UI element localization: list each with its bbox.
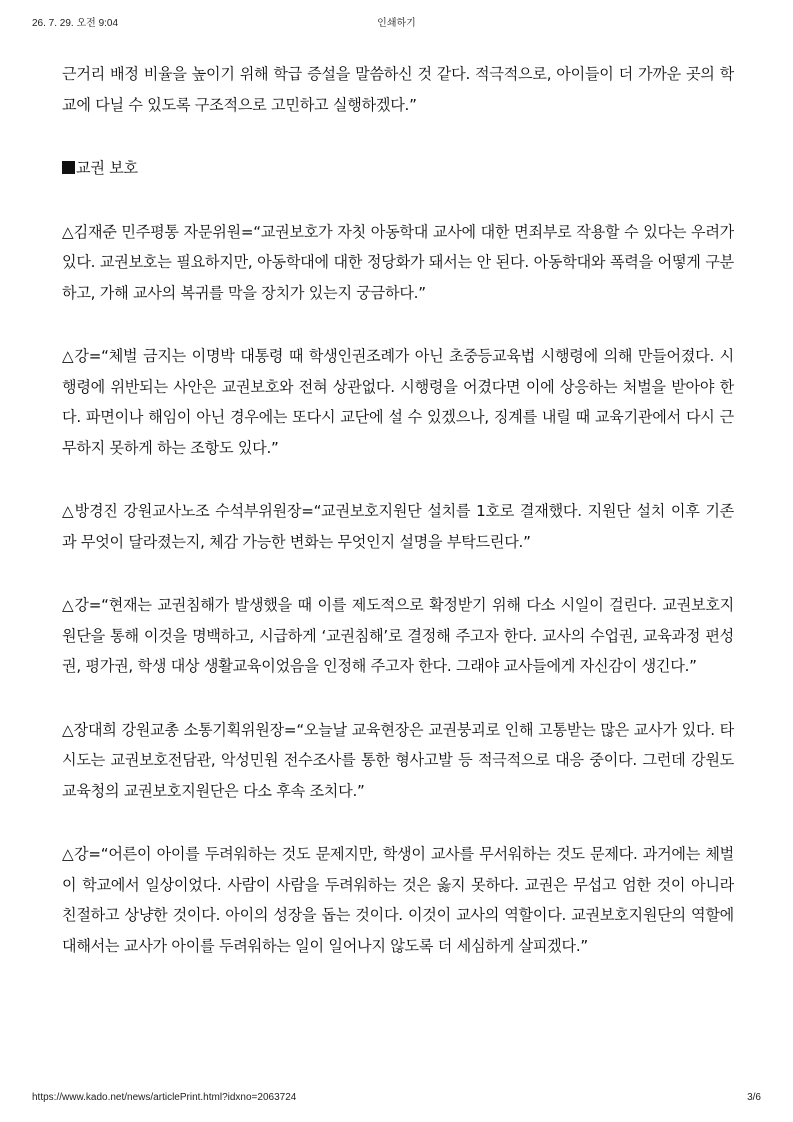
paragraph: △강=“어른이 아이를 두려워하는 것도 문제지만, 학생이 교사를 무서워하는 것도 문제다. 과거에는 체벌이 학교에서 일상이었다. 사람이 사람을 두려워하는 것은 옳지 못하다. 교권은 무섭고 엄한 것이 아니라 친절하고 상냥한 것이다. 아이의 성장을 돕는 것이다. 이것이 교사의 역할이다. 교권보호지원단의 역할에 대해서는 교사가 아이를 두려워하는 일이 일어나지 않도록 더 세심하게 살피겠다.” <box>62 845 734 955</box>
section-heading-text: 교권 보호 <box>76 159 138 177</box>
black-square-icon <box>62 161 75 174</box>
paragraph: △강=“현재는 교권침해가 발생했을 때 이를 제도적으로 확정받기 위해 다소 시일이 걸린다. 교권보호지원단을 통해 이것을 명백하고, 시급하게 ‘교권침해’로 결정해 주고자 한다. 교사의 수업권, 교육과정 편성권, 평가권, 학생 대상 생활교육이었음을 인정해 주고자 한다. 그래야 교사들에게 자신감이 생긴다.” <box>62 596 734 675</box>
page-number: 3/6 <box>747 1092 761 1103</box>
paragraph: △김재준 민주평통 자문위원=“교권보호가 자칫 아동학대 교사에 대한 면죄부로 작용할 수 있다는 우려가 있다. 교권보호는 필요하지만, 아동학대에 대한 정당화가 돼서는 안 된다. 아동학대와 폭력을 어떻게 구분하고, 가해 교사의 복귀를 막을 장치가 있는지 궁금하다.” <box>62 222 734 302</box>
paragraph: △강=“체벌 금지는 이명박 대통령 때 학생인권조례가 아닌 초중등교육법 시행령에 의해 만들어졌다. 시행령에 위반되는 사안은 교권보호와 전혀 상관없다. 시행령을 어겼다면 이에 상응하는 처벌을 받아야 한다. 파면이나 해임이 아닌 경우에는 또다시 교단에 설 수 있겠으나, 징계를 내릴 때 교육기관에서 다시 근무하지 못하게 하는 조항도 있다.” <box>62 347 734 457</box>
print-datetime: 26. 7. 29. 오전 9:04 <box>32 18 119 29</box>
print-title: 인쇄하기 <box>377 18 416 29</box>
article-body <box>62 59 734 994</box>
paragraph: 근거리 배정 비율을 높이기 위해 학급 증설을 말씀하신 것 같다. 적극적으로, 아이들이 더 가까운 곳의 학교에 다닐 수 있도록 구조적으로 고민하고 실행하겠다.” <box>62 65 734 114</box>
page-url: https://www.kado.net/news/articlePrint.html?idxno=2063724 <box>32 1092 297 1103</box>
section-heading <box>62 153 734 184</box>
paragraph: △방경진 강원교사노조 수석부위원장=“교권보호지원단 설치를 1호로 결재했다. 지원단 설치 이후 기존과 무엇이 달라졌는지, 체감 가능한 변화는 무엇인지 설명을 부탁드린다.” <box>62 502 734 551</box>
paragraph: △장대희 강원교총 소통기획위원장=“오늘날 교육현장은 교권붕괴로 인해 고통받는 많은 교사가 있다. 타 시도는 교권보호전담관, 악성민원 전수조사를 통한 형사고발 등 적극적으로 대응 중이다. 그런데 강원도교육청의 교권보호지원단은 다소 후속 조치다.” <box>62 720 734 800</box>
